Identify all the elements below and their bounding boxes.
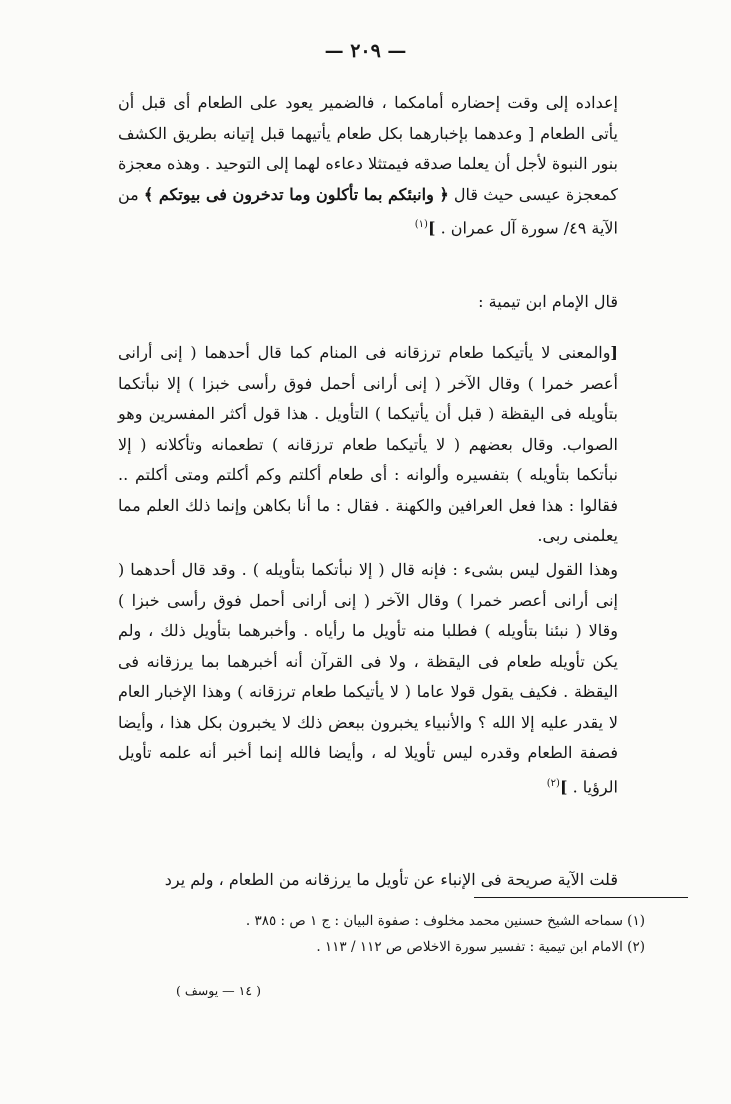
footnotes: [150, 908, 645, 960]
paragraph-1: [118, 88, 618, 244]
paragraph-2-text: والمعنى لا يأتيكما طعام ترزقانه فى المنام كما قال أحدهما ( إنى أرانى أعصر خمرا ) وقال الآخر ( إنى أرانى أحمل فوق رأسى خبزا ) إلا نبأتكما بتأويله فى اليقظة ( قبل أن يأتيكما ) التأويل . هذا قول أكثر المفسرين وهو الصواب. وقال بعضهم ( لا يأتيكما طعام ترزقانه ) تطعمانه وتأكلانه ( إلا نبأتكما بتأويله ) بتفسيره وألوانه : أى طعام أكلتم وكم أكلتم ومتى أكلتم .. فقالوا : هذا فعل العرافين والكهنة . فقال : ما أنا بكاهن وإنما ذلك العلم مما يعلمنى ربى.: [118, 343, 618, 545]
page-number: — ٢٠٩ —: [324, 40, 407, 62]
footnote-1: (١) سماحه الشيخ حسنين محمد مخلوف : صفوة البيان : ج ١ ص : ٣٨٥ .: [245, 913, 645, 929]
signature-mark: ( ١٤ — يوسف ): [176, 983, 261, 998]
paragraph-4: قلت الآية صريحة فى الإنباء عن تأويل ما يرزقانه من الطعام ، ولم يرد: [164, 870, 618, 889]
closing-bracket-2: ]: [559, 776, 568, 796]
quran-verse: ﴿ وانبئكم بما تأكلون وما تدخرون فى بيوتكم ﴾: [143, 184, 449, 204]
closing-bracket: ]: [427, 218, 436, 238]
opening-bracket: [: [610, 343, 618, 362]
section-heading: قال الإمام ابن تيمية :: [478, 292, 618, 311]
paragraph-3: [118, 555, 618, 802]
paragraph-1-text: إعداده إلى وقت إحضاره أمامكما ، فالضمير يعود على الطعام أى قبل أن يأتى الطعام [ وعدهما بإخبارهما بكل طعام يأتيهما قبل إتيانه بطريق الكشف بنور النبوة لأجل أن يعلما صدقه فيمتثلا دعاءه لهما إلى التوحيد . وهذه معجزة كمعجزة عيسى حيث قال: [118, 93, 618, 204]
paragraph-2: [118, 338, 618, 552]
footnote-marker-2: (٢): [546, 777, 560, 789]
paragraph-3-text: وهذا القول ليس بشىء : فإنه قال ( إلا نبأتكما بتأويله ) . وقد قال أحدهما ( إنى أرانى أعصر خمرا ) وقال الآخر ( إنى أرانى أحمل فوق رأسى خبزا ) وقالا ( نبئنا بتأويله ) فطلبا منه تأويل ما رأياه . وأخبرهما بتأويل ذلك ، ولم يكن تأويله طعام فى اليقظة ، ولا فى القرآن أنه أخبرهما بما يرزقانه فى اليقظة . فكيف يقول قولا عاما ( لا يأتيكما طعام ترزقانه ) وهذا الإخبار العام لا يقدر عليه إلا الله ؟ والأنبياء يخبرون ببعض ذلك لا يخبرون بكل هذا ، وأيضا فصفة الطعام وقدره ليس تأويلا له ، وأيضا فالله إنما أخبر أنه علمه تأويل الرؤيا .: [118, 560, 618, 796]
verse-reference: من الآية ٤٩/ سورة آل عمران .: [118, 184, 618, 238]
footnote-2: (٢) الامام ابن تيمية : تفسير سورة الاخلاص ص ١١٢ / ١١٣ .: [316, 939, 645, 955]
footnote-divider: [474, 897, 688, 898]
footnote-marker-1: (١): [414, 219, 428, 230]
